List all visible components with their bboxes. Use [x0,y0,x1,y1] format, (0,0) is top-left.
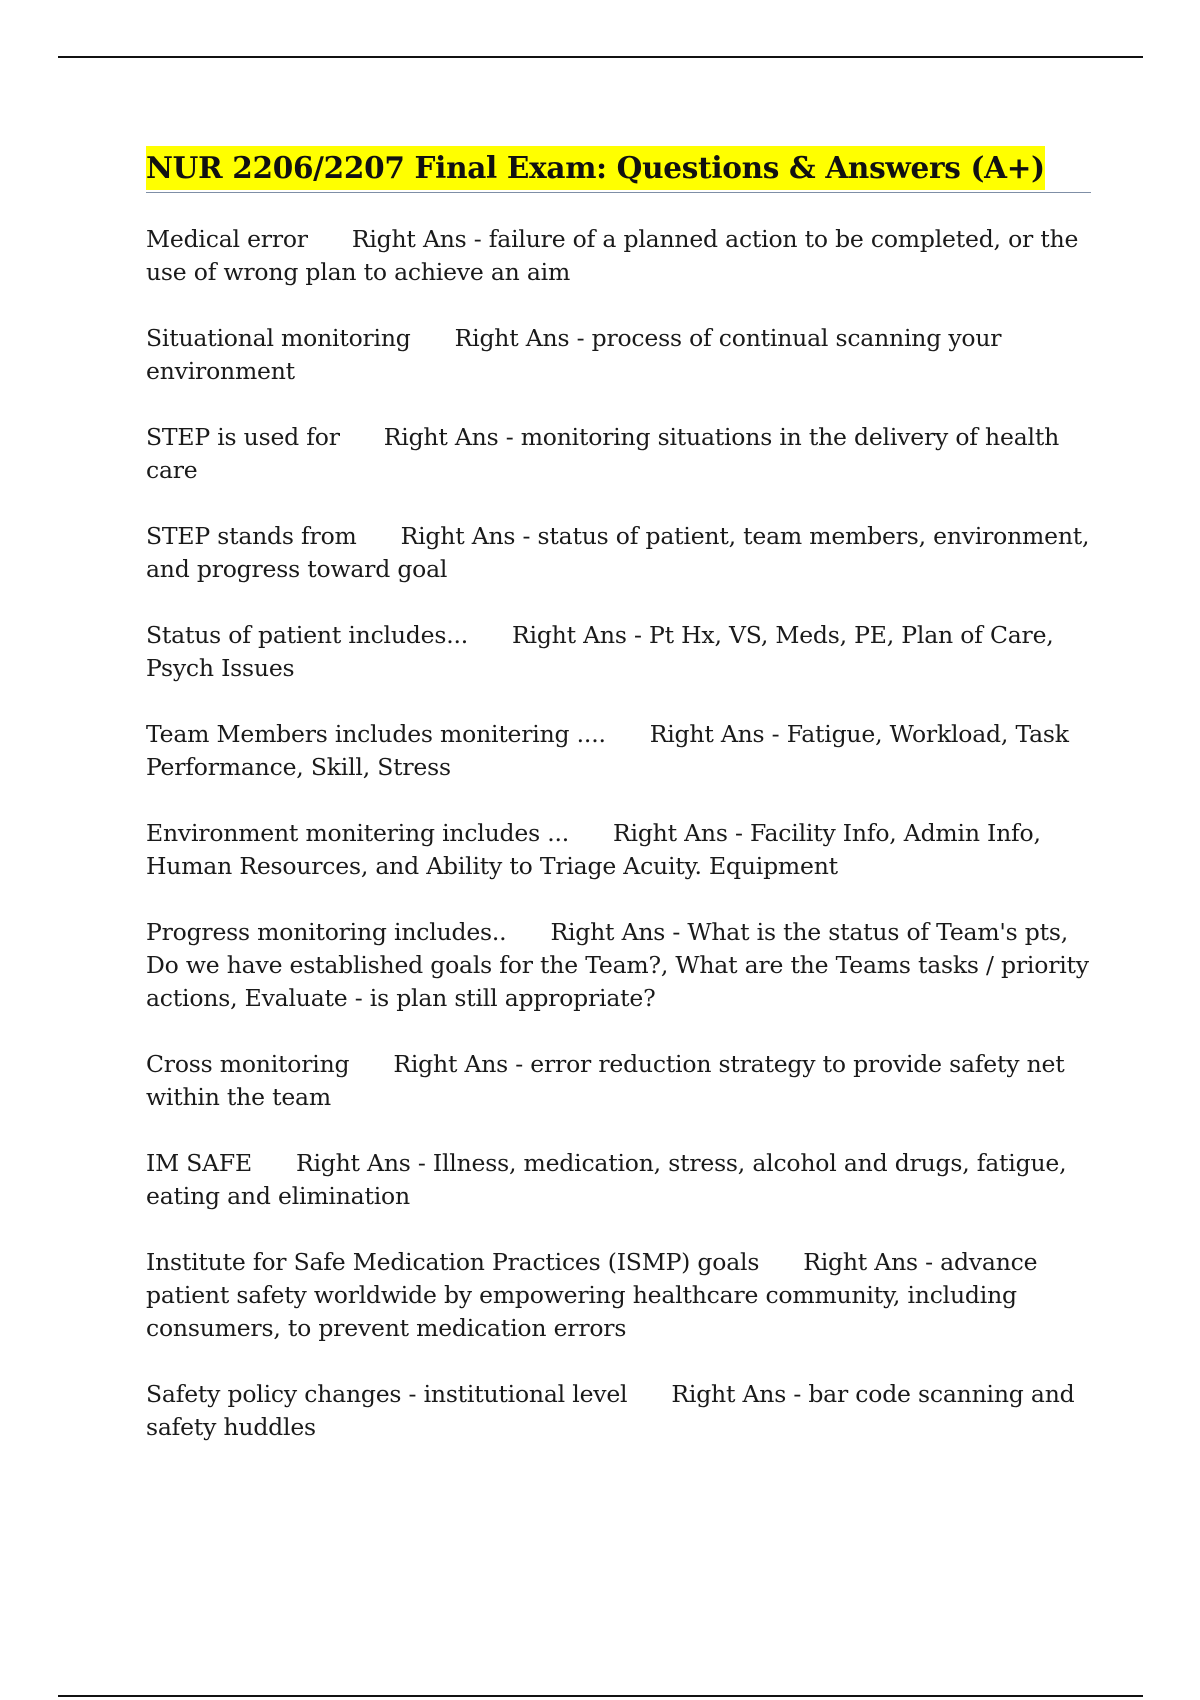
document-title: NUR 2206/2207 Final Exam: Questions & Answers (A+) [146,146,1045,190]
question-text: Team Members includes monitering .... [146,720,606,748]
answer-text: Right Ans - error reduction strategy to provide safety net within the team [146,1050,1065,1111]
question-text: Status of patient includes... [146,621,469,649]
question-text: Environment monitering includes ... [146,819,570,847]
top-horizontal-rule [58,56,1143,58]
question-text: Medical error [146,225,308,253]
question-text: IM SAFE [146,1149,252,1177]
answer-text: Right Ans - Facility Info, Admin Info, Human Resources, and Ability to Triage Acuity. Equipment [146,819,1041,880]
qa-item [146,1048,1091,1114]
qa-item [146,223,1091,289]
qa-item [146,1147,1091,1213]
answer-text: Right Ans - Pt Hx, VS, Meds, PE, Plan of Care, Psych Issues [146,621,1054,682]
qa-item [146,1246,1091,1345]
question-text: Cross monitoring [146,1050,350,1078]
question-text: STEP is used for [146,423,340,451]
answer-text: Right Ans - status of patient, team members, environment, and progress toward goal [146,522,1090,583]
question-text: STEP stands from [146,522,357,550]
qa-item [146,817,1091,883]
qa-item [146,916,1091,1015]
qa-item [146,520,1091,586]
answer-text: Right Ans - What is the status of Team's pts, Do we have established goals for the Team?, What are the Teams tasks / priority actions, Evaluate - is plan still appropriate? [146,918,1089,1012]
answer-text: Right Ans - failure of a planned action to be completed, or the use of wrong plan to achieve an aim [146,225,1079,286]
qa-item [146,421,1091,487]
bottom-horizontal-rule [58,1695,1143,1697]
question-text: Situational monitoring [146,324,411,352]
answer-text: Right Ans - process of continual scanning your environment [146,324,1002,385]
qa-item [146,718,1091,784]
answer-text: Right Ans - bar code scanning and safety huddles [146,1380,1075,1441]
answer-text: Right Ans - advance patient safety worldwide by empowering healthcare community, including consumers, to prevent medication errors [146,1248,1038,1342]
question-text: Safety policy changes - institutional level [146,1380,628,1408]
qa-item [146,619,1091,685]
question-text: Institute for Safe Medication Practices (ISMP) goals [146,1248,760,1276]
question-text: Progress monitoring includes.. [146,918,507,946]
document-body [146,146,1091,1477]
title-underline [146,146,1091,193]
answer-text: Right Ans - Illness, medication, stress, alcohol and drugs, fatigue, eating and elimination [146,1149,1067,1210]
qa-item [146,322,1091,388]
answer-text: Right Ans - Fatigue, Workload, Task Performance, Skill, Stress [146,720,1069,781]
answer-text: Right Ans - monitoring situations in the delivery of health care [146,423,1060,484]
qa-item [146,1378,1091,1444]
